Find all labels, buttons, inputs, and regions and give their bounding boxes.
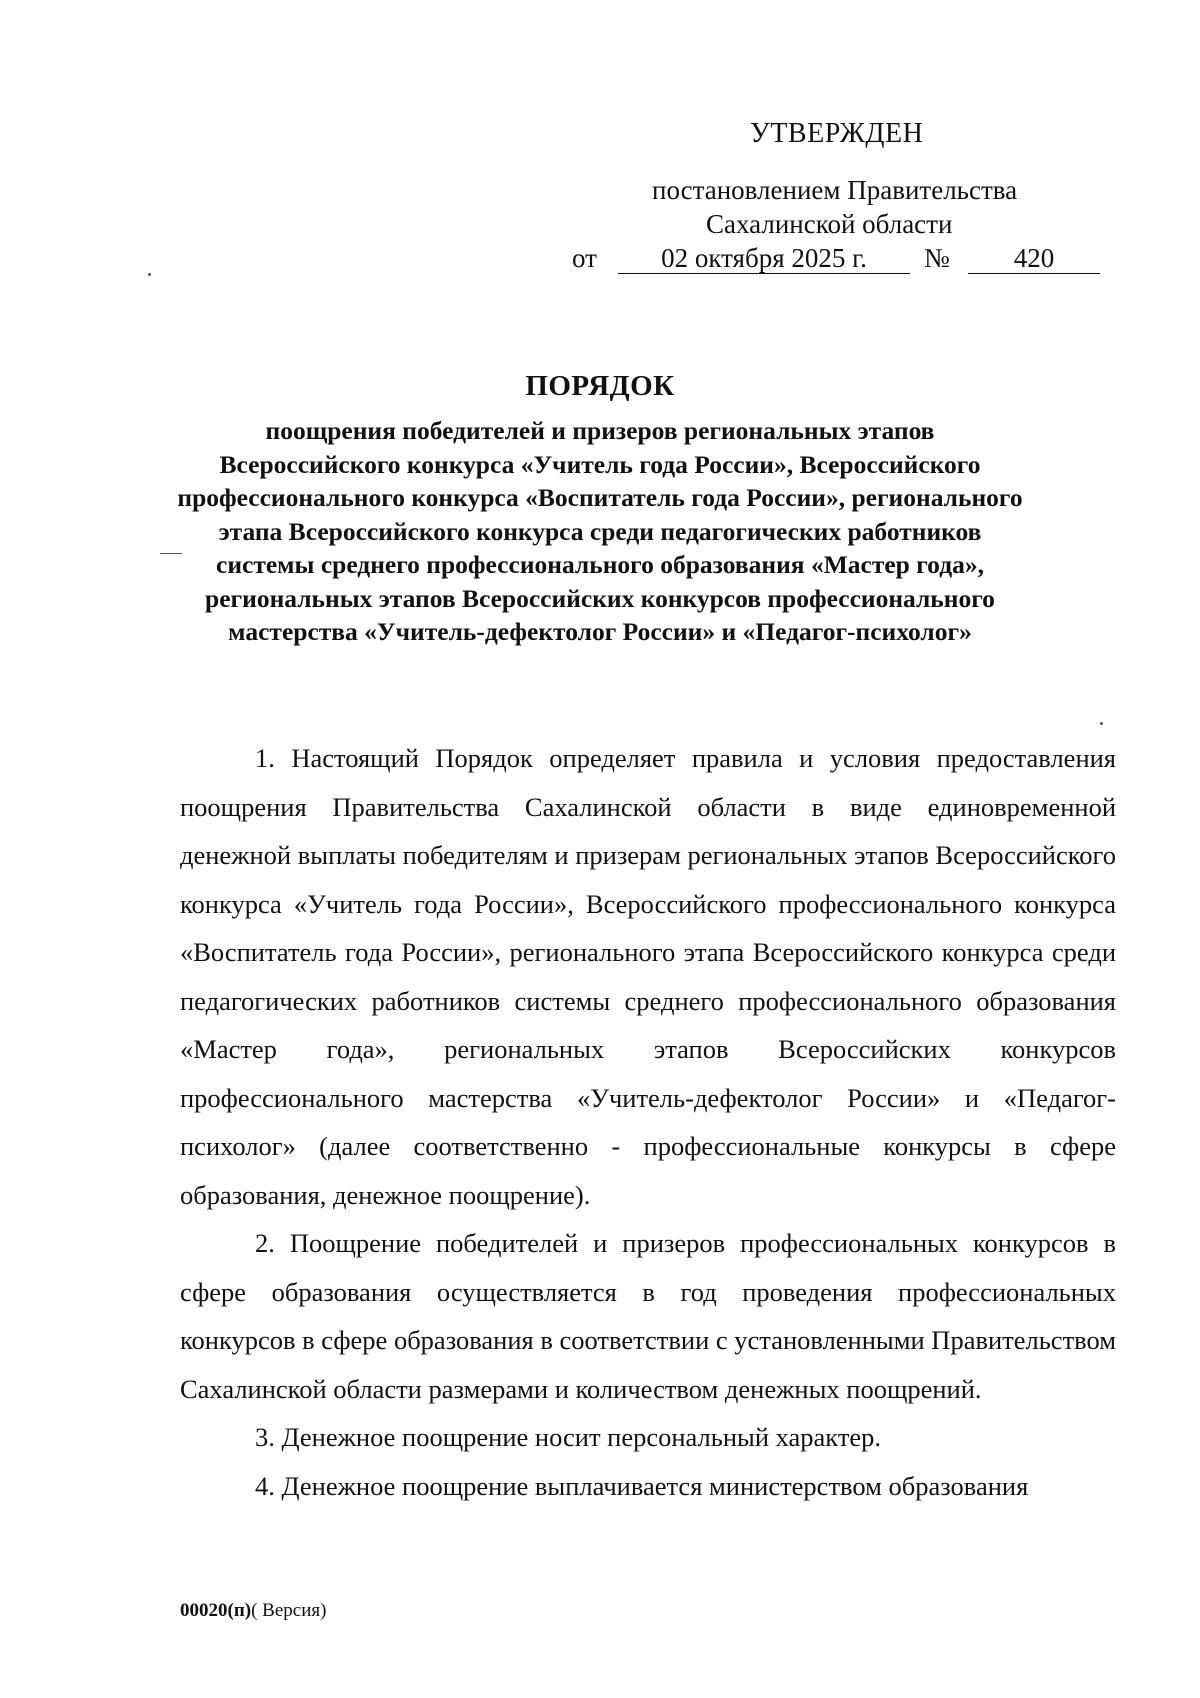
document-subtitle <box>130 414 1070 649</box>
paragraph-4: 4. Денежное поощрение выплачивается министерством образования <box>255 1470 1029 1501</box>
scan-speck <box>160 553 182 554</box>
decree-number: 420 <box>968 242 1100 274</box>
decree-date-number-line <box>572 242 1112 278</box>
date-prefix: от <box>572 243 597 273</box>
subtitle-line: мастерства «Учитель-дефектолог России» и «Педагог-психолог» <box>228 617 972 646</box>
number-sign: № <box>924 243 950 273</box>
subtitle-line: поощрения победителей и призеров региональных этапов <box>265 416 935 445</box>
subtitle-line: региональных этапов Всероссийских конкурсов профессионального <box>205 583 995 613</box>
footer-document-code <box>180 1600 326 1622</box>
document-title: ПОРЯДОК <box>525 370 675 402</box>
paragraph-2: 2. Поощрение победителей и призеров профессиональных конкурсов в сфере образования осуществляется в год проведения профессиональных конкурсов в сфере образования в соответствии с установленными Правительством Сахалинской области размерами и количеством денежных поощрений. <box>180 1228 1116 1404</box>
decree-reference-line2: Сахалинской области <box>706 209 953 239</box>
subtitle-line: Всероссийского конкурса «Учитель года России», Всероссийского <box>219 449 981 479</box>
decree-reference-line1: постановлением Правительства <box>652 175 1018 205</box>
subtitle-line: этапа Всероссийского конкурса среди педагогических работников <box>218 516 982 546</box>
paragraph-1: 1. Настоящий Порядок определяет правила и условия предоставления поощрения Правительства Сахалинской области в виде единовременной денежной выплаты победителям и призерам региональных этапов Всероссийского конкурса «Учитель года России», Всероссийского профессионального конкурса «Воспитатель года России», регионального этапа Всероссийского конкурса среди педагогических работников системы среднего профессионального образования «Мастер года», региональных этапов Всероссийских конкурсов профессионального мастерства «Учитель-дефектолог России» и «Педагог-психолог» (далее соответственно - профессиональные конкурсы в сфере образования, денежное поощрение). <box>180 743 1116 1210</box>
decree-date: 02 октября 2025 г. <box>618 242 910 274</box>
subtitle-line: системы среднего профессионального образования «Мастер года», <box>216 550 984 579</box>
scan-speck <box>148 273 151 276</box>
version-label: ( Версия) <box>251 1600 327 1621</box>
document-body <box>180 734 1116 1510</box>
approved-stamp-title: УТВЕРЖДЕН <box>750 118 924 149</box>
paragraph-3: 3. Денежное поощрение носит персональный характер. <box>255 1422 882 1452</box>
subtitle-line: профессионального конкурса «Воспитатель года России», регионального <box>177 483 1023 512</box>
form-code: 00020(п) <box>180 1600 252 1621</box>
scan-speck <box>1100 722 1103 725</box>
